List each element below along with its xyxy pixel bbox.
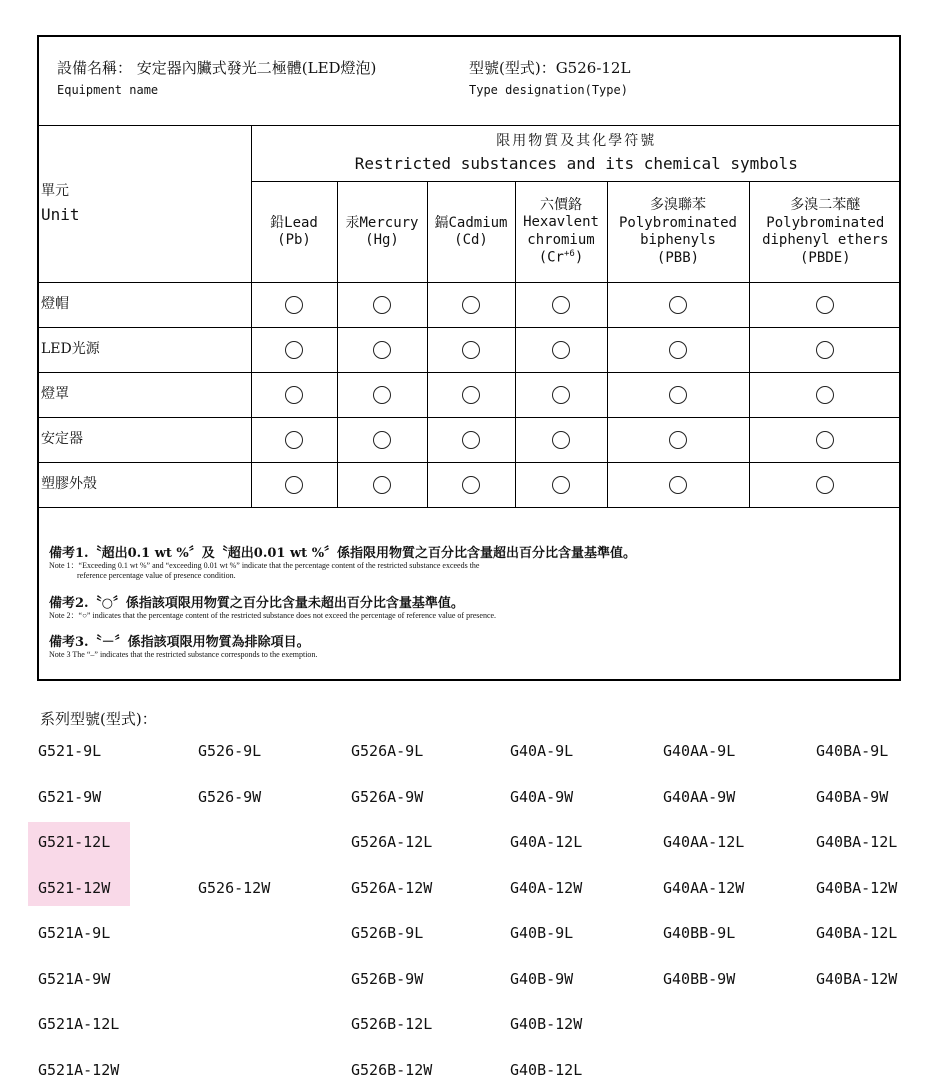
substance-header-symbol: (PBDE) [800, 249, 851, 266]
note-2 [49, 592, 889, 621]
circle-mark-icon [552, 431, 570, 449]
table-cell [515, 283, 607, 328]
series-model-item: G521-9W [38, 787, 102, 806]
series-title: 系列型號(型式)： [40, 710, 157, 728]
table-cell [607, 418, 749, 463]
substance-header-line: chromium [527, 231, 595, 248]
table-cell [337, 373, 427, 418]
series-model-item: G521A-12L [38, 1015, 120, 1033]
circle-mark-icon [285, 476, 303, 494]
series-model-item: G40A-9W [510, 787, 574, 806]
restricted-substances-table [37, 125, 901, 508]
substance-header-0 [251, 182, 337, 283]
note-3 [49, 631, 889, 660]
series-model-item: G40BA-12W [816, 878, 898, 897]
circle-mark-icon [669, 341, 687, 359]
series-model-item: G526B-9L [351, 924, 424, 942]
series-model-item: G40BB-9L [663, 924, 736, 942]
table-cell [749, 283, 901, 328]
table-cell [749, 328, 901, 373]
equipment-name-en: Equipment name [57, 83, 159, 97]
substance-header-line: biphenyls [640, 232, 716, 248]
substance-header-line: Polybrominated [618, 214, 737, 231]
substance-header-line: (Hg) [365, 232, 399, 248]
series-model-item: G526A-12W [351, 878, 433, 897]
circle-mark-icon [373, 431, 391, 449]
circle-mark-icon [669, 476, 687, 494]
series-model-item: G526B-12W [351, 1060, 433, 1079]
series-model-item: G40AA-9W [663, 787, 736, 806]
substance-header-symbol: (PBB) [656, 249, 700, 266]
note-en: Note 1：“Exceeding 0.1 wt %” and “exceeding 0.01 wt %” indicate that the percentage content of the restricted substance exceeds the reference percentage value of presence condition. [49, 561, 889, 582]
table-cell [749, 418, 901, 463]
table-cell [251, 418, 337, 463]
unit-header-cn: 單元 [41, 183, 69, 200]
table-cell [515, 418, 607, 463]
series-model-item: G526B-12L [351, 1015, 433, 1033]
table-group-header [37, 126, 901, 182]
note-cn: 備考3.〝－〞係指該項限用物質為排除項目。 [49, 635, 310, 651]
series-model-item: G40AA-9L [663, 742, 736, 760]
series-model-item: G521A-9L [38, 924, 111, 942]
substance-header-line: 鎘Cadmium [434, 214, 508, 231]
row-label: 燈罩 [37, 373, 251, 418]
table-cell [427, 373, 515, 418]
row-label: 安定器 [37, 418, 251, 463]
substance-header-4 [607, 182, 749, 283]
note-en: Note 3 The “–” indicates that the restricted substance corresponds to the exemption. [49, 650, 318, 660]
table-cell [427, 418, 515, 463]
series-model-item: G40BA-9W [816, 787, 889, 806]
circle-mark-icon [816, 386, 834, 404]
note-en-continued: reference percentage value of presence condition. [77, 571, 236, 581]
substance-header-line: 鉛Lead [270, 214, 318, 231]
substance-header-3 [515, 182, 607, 283]
substance-header-5 [749, 182, 901, 283]
row-label: 塑膠外殼 [37, 463, 251, 508]
table-cell [427, 463, 515, 508]
circle-mark-icon [462, 386, 480, 404]
series-model-item: G40A-9L [510, 742, 574, 760]
circle-mark-icon [373, 386, 391, 404]
table-row [37, 328, 901, 373]
series-model-item: G40A-12L [510, 833, 583, 851]
circle-mark-icon [669, 386, 687, 404]
series-model-item: G40B-9L [510, 924, 574, 942]
type-designation-cn: 型號(型式)：G526-12L [469, 59, 631, 77]
series-model-item: G40BA-12L [816, 833, 898, 851]
row-label: 燈帽 [37, 283, 251, 328]
table-body [37, 283, 901, 508]
series-model-item: G526A-12L [351, 833, 433, 851]
substance-header-line: 多溴二苯醚 [790, 197, 861, 213]
series-model-item: G521-12L [38, 833, 111, 851]
notes [49, 542, 889, 671]
circle-mark-icon [373, 296, 391, 314]
series-model-item: G40B-12W [510, 1015, 583, 1033]
circle-mark-icon [462, 341, 480, 359]
table-cell [337, 283, 427, 328]
equipment-name-cn: 設備名稱： 安定器內臟式發光二極體(LED燈泡) [57, 59, 377, 77]
table-cell [607, 373, 749, 418]
circle-mark-icon [552, 296, 570, 314]
substance-header-line: 汞Mercury [345, 214, 419, 231]
circle-mark-icon [285, 386, 303, 404]
circle-mark-icon [816, 476, 834, 494]
circle-mark-icon [816, 296, 834, 314]
substances-group-header [251, 126, 901, 182]
series-model-item: G521-12W [38, 878, 111, 897]
unit-header-en: Unit [41, 204, 80, 224]
substance-header-line: 六價鉻 [540, 196, 582, 213]
note-en: Note 2：“○” indicates that the percentage content of the restricted substance does not exceed the percentage of reference value of presence. [49, 610, 497, 620]
circle-mark-icon [552, 476, 570, 494]
circle-mark-icon [552, 386, 570, 404]
table-row [37, 373, 901, 418]
table-cell [251, 283, 337, 328]
table-cell [251, 328, 337, 373]
series-model-item: G40BA-9L [816, 742, 889, 760]
circle-mark-icon [285, 341, 303, 359]
row-label: LED光源 [37, 328, 251, 373]
table-cell [607, 463, 749, 508]
series-model-item: G40BB-9W [663, 969, 736, 988]
circle-mark-icon [462, 296, 480, 314]
table-cell [749, 463, 901, 508]
circle-mark-icon [552, 341, 570, 359]
rohs-declaration-frame [37, 35, 901, 681]
circle-mark-icon [669, 296, 687, 314]
table-cell [515, 463, 607, 508]
series-model-item: G40A-12W [510, 878, 583, 897]
circle-mark-icon [462, 476, 480, 494]
series-model-item: G40B-12L [510, 1060, 583, 1079]
substance-header-2 [427, 182, 515, 283]
unit-header [37, 126, 251, 283]
circle-mark-icon [373, 341, 391, 359]
table-cell [515, 328, 607, 373]
series-model-item: G40BA-12W [816, 969, 898, 988]
table-cell [607, 283, 749, 328]
table-row [37, 418, 901, 463]
table-row [37, 463, 901, 508]
series-model-item: G526A-9L [351, 742, 424, 760]
substance-header-1 [337, 182, 427, 283]
series-model-item: G526-12W [198, 878, 271, 897]
substance-header-line: diphenyl ethers [762, 232, 889, 248]
circle-mark-icon [285, 431, 303, 449]
note-cn: 備考1.〝超出0.1 wt %〞及〝超出0.01 wt %〞係指限用物質之百分比含量超出百分比含量基準值。 [49, 546, 637, 561]
substances-group-cn: 限用物質及其化學符號 [496, 132, 657, 149]
table-cell [515, 373, 607, 418]
table-cell [251, 373, 337, 418]
substance-header-line: Hexavlent [523, 214, 599, 231]
series-model-item: G526-9W [198, 787, 262, 806]
substance-header-line: 多溴聯苯 [650, 197, 706, 213]
type-designation-en: Type designation(Type) [469, 83, 628, 97]
table-cell [427, 283, 515, 328]
table-cell [427, 328, 515, 373]
table-cell [337, 418, 427, 463]
circle-mark-icon [285, 296, 303, 314]
series-model-item: G40B-9W [510, 969, 574, 988]
series-model-item: G40AA-12L [663, 833, 745, 851]
series-model-item: G526-9L [198, 742, 262, 760]
series-model-item: G40AA-12W [663, 878, 745, 897]
circle-mark-icon [816, 431, 834, 449]
superscript: +6 [564, 249, 575, 260]
substance-header-symbol: $(Cr^{+6})$ [538, 249, 584, 266]
table-cell [749, 373, 901, 418]
circle-mark-icon [816, 341, 834, 359]
table-cell [337, 328, 427, 373]
circle-mark-icon [373, 476, 391, 494]
table-cell [607, 328, 749, 373]
series-model-item: G40BA-12L [816, 924, 898, 942]
note-1 [49, 542, 889, 582]
series-model-item: G521A-9W [38, 969, 111, 988]
table-cell [337, 463, 427, 508]
substance-header-line: Polybrominated [766, 214, 885, 231]
series-model-item: G521A-12W [38, 1060, 120, 1079]
substances-group-en: Restricted substances and its chemical symbols [354, 154, 798, 174]
series-model-item: G526A-9W [351, 787, 424, 806]
table-row [37, 283, 901, 328]
series-model-item: G521-9L [38, 742, 102, 760]
circle-mark-icon [462, 431, 480, 449]
table-cell [251, 463, 337, 508]
circle-mark-icon [669, 431, 687, 449]
substance-header-line: (Pb) [277, 232, 311, 248]
series-model-item: G526B-9W [351, 969, 424, 988]
note-cn: 備考2.〝○〞係指該項限用物質之百分比含量未超出百分比含量基準值。 [49, 595, 464, 611]
substance-header-line: (Cd) [454, 232, 488, 248]
